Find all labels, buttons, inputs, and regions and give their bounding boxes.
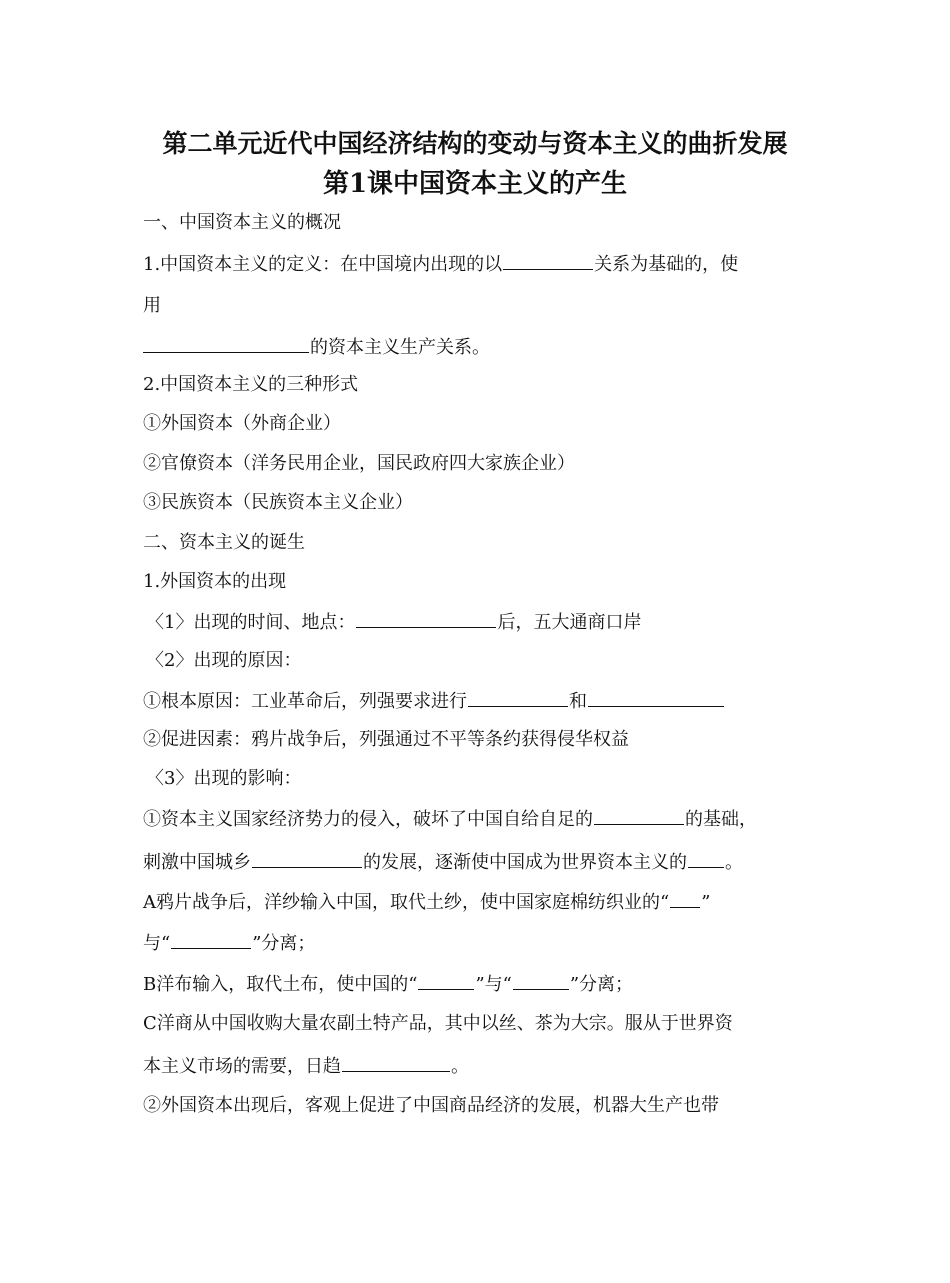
fill-blank[interactable] (171, 930, 251, 949)
impact-line-2: 刺激中国城乡 的发展，逐渐使中国成为世界资本主义的 。 (143, 849, 743, 875)
impact-line-1: ①资本主义国家经济势力的侵入，破坏了中国自给自足的 的基础， (143, 806, 757, 832)
point-c-line-cont: 本主义市场的需要，日趋 。 (143, 1053, 469, 1079)
fill-blank[interactable] (588, 688, 724, 707)
point-a-line: A鸦片战争后，洋纱输入中国，取代土纱，使中国家庭棉纺织业的“ ” (143, 889, 710, 915)
impact-line-3: ②外国资本出现后，客观上促进了中国商品经济的发展，机器大生产也带 (143, 1095, 719, 1116)
point-c-line: C洋商从中国收购大量农副土特产品，其中以丝、茶为大宗。服从于世界资 (143, 1013, 733, 1034)
point-b-line: B洋布输入，取代土布，使中国的“ ”与“ ”分离； (143, 971, 633, 997)
subsection-foreign-capital: 1.外国资本的出现 (143, 571, 287, 592)
fill-blank[interactable] (356, 609, 496, 628)
fill-blank[interactable] (418, 971, 474, 990)
time-place-line: 〈1〉出现的时间、地点： 后，五大通商口岸 (146, 609, 641, 635)
impact-heading: 〈3〉出现的影响： (146, 768, 302, 789)
fill-blank[interactable] (594, 806, 684, 825)
fill-blank[interactable] (688, 849, 724, 868)
fill-blank[interactable] (143, 334, 309, 353)
form-item-national: ③民族资本（民族资本主义企业） (143, 492, 413, 513)
fill-blank[interactable] (468, 688, 568, 707)
promoting-factor-line: ②促进因素：鸦片战争后，列强通过不平等条约获得侵华权益 (143, 729, 629, 750)
form-item-foreign: ①外国资本（外商企业） (143, 413, 341, 434)
fill-blank[interactable] (670, 889, 700, 908)
forms-heading: 2.中国资本主义的三种形式 (143, 374, 359, 395)
fill-blank[interactable] (252, 849, 362, 868)
section-heading-overview: 一、中国资本主义的概况 (143, 212, 341, 233)
fill-blank[interactable] (342, 1053, 450, 1072)
fill-blank[interactable] (503, 251, 593, 270)
reasons-heading: 〈2〉出现的原因： (146, 650, 302, 671)
section-heading-birth: 二、资本主义的诞生 (143, 532, 305, 553)
form-item-bureaucratic: ②官僚资本（洋务民用企业，国民政府四大家族企业） (143, 453, 575, 474)
lesson-title: 第1课中国资本主义的产生 (322, 169, 628, 199)
definition-line-cont: 用 (143, 295, 161, 316)
definition-line-end: 的资本主义生产关系。 (143, 334, 490, 360)
point-a-line-cont: 与“ ”分离； (143, 930, 315, 956)
unit-title: 第二单元近代中国经济结构的变动与资本主义的曲折发展 (162, 129, 788, 158)
fill-blank[interactable] (513, 971, 569, 990)
definition-line: 1.中国资本主义的定义：在中国境内出现的以 关系为基础的，使 (143, 251, 738, 277)
root-cause-line: ①根本原因：工业革命后，列强要求进行 和 (143, 688, 725, 714)
